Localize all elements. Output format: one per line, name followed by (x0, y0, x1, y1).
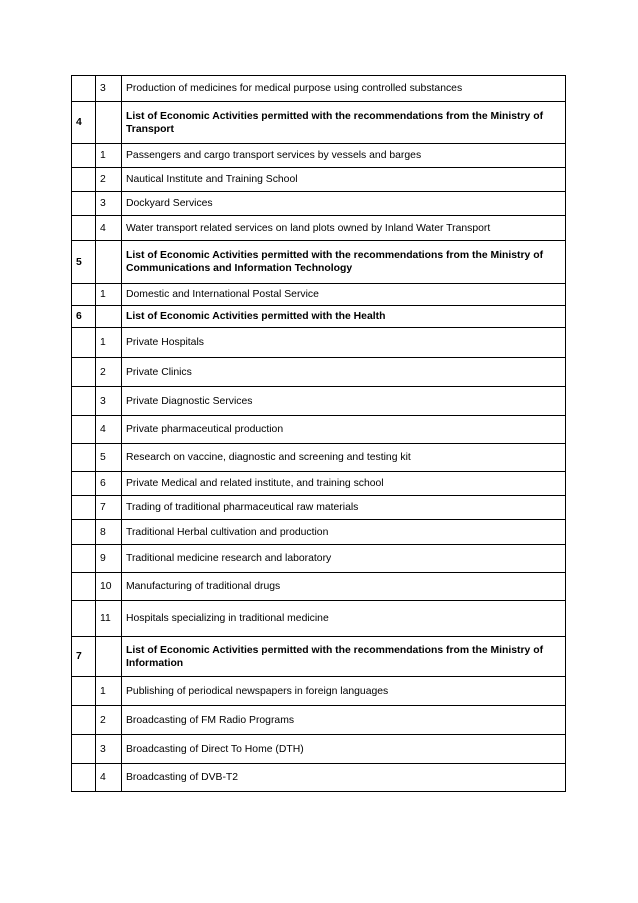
table-row (72, 192, 566, 216)
activity-description: Traditional medicine research and laboratory (122, 545, 566, 573)
table-row (72, 573, 566, 601)
table-row (72, 416, 566, 444)
activity-description: Broadcasting of FM Radio Programs (122, 706, 566, 735)
table-row (72, 284, 566, 306)
item-number: 1 (96, 284, 122, 306)
section-number: 6 (72, 306, 96, 328)
table-row (72, 545, 566, 573)
section-header-row (72, 241, 566, 284)
item-number: 1 (96, 144, 122, 168)
item-number: 4 (96, 216, 122, 241)
item-number: 3 (96, 76, 122, 102)
section-title: List of Economic Activities permitted with the recommendations from the Ministry of Transport (122, 102, 566, 144)
table-row (72, 358, 566, 387)
section-number: 7 (72, 637, 96, 677)
section-number: 5 (72, 241, 96, 284)
item-number: 7 (96, 496, 122, 520)
section-number (72, 444, 96, 472)
section-number (72, 496, 96, 520)
table-row (72, 601, 566, 637)
section-number (72, 706, 96, 735)
section-number (72, 168, 96, 192)
activity-description: Private Clinics (122, 358, 566, 387)
item-number: 9 (96, 545, 122, 573)
activities-table (71, 75, 566, 792)
section-number (72, 764, 96, 792)
item-number: 3 (96, 192, 122, 216)
section-number (72, 328, 96, 358)
activity-description: Water transport related services on land plots owned by Inland Water Transport (122, 216, 566, 241)
item-number: 2 (96, 706, 122, 735)
item-number: 8 (96, 520, 122, 545)
section-number (72, 472, 96, 496)
section-number (72, 601, 96, 637)
activity-description: Hospitals specializing in traditional medicine (122, 601, 566, 637)
table-row (72, 677, 566, 706)
table-row (72, 764, 566, 792)
table-row (72, 387, 566, 416)
section-number (72, 144, 96, 168)
section-number (72, 192, 96, 216)
section-number (72, 520, 96, 545)
item-number: 1 (96, 677, 122, 706)
section-header-row (72, 637, 566, 677)
section-title: List of Economic Activities permitted with the recommendations from the Ministry of Information (122, 637, 566, 677)
section-number (72, 387, 96, 416)
table-row (72, 144, 566, 168)
section-number (72, 358, 96, 387)
activity-description: Nautical Institute and Training School (122, 168, 566, 192)
activity-description: Broadcasting of DVB-T2 (122, 764, 566, 792)
item-number: 5 (96, 444, 122, 472)
item-number: 4 (96, 416, 122, 444)
activity-description: Passengers and cargo transport services by vessels and barges (122, 144, 566, 168)
item-number: 6 (96, 472, 122, 496)
section-number: 4 (72, 102, 96, 144)
item-number: 1 (96, 328, 122, 358)
table-row (72, 472, 566, 496)
section-title: List of Economic Activities permitted with the Health (122, 306, 566, 328)
activity-description: Private pharmaceutical production (122, 416, 566, 444)
activity-description: Production of medicines for medical purpose using controlled substances (122, 76, 566, 102)
table-row (72, 76, 566, 102)
activity-description: Broadcasting of Direct To Home (DTH) (122, 735, 566, 764)
section-number (72, 545, 96, 573)
item-number (96, 241, 122, 284)
item-number: 2 (96, 358, 122, 387)
activity-description: Domestic and International Postal Service (122, 284, 566, 306)
section-number (72, 677, 96, 706)
table-row (72, 496, 566, 520)
section-number (72, 416, 96, 444)
table-row (72, 520, 566, 545)
section-header-row (72, 306, 566, 328)
section-number (72, 573, 96, 601)
table-row (72, 444, 566, 472)
activities-table-body (72, 76, 566, 792)
activity-description: Dockyard Services (122, 192, 566, 216)
activity-description: Publishing of periodical newspapers in foreign languages (122, 677, 566, 706)
activity-description: Research on vaccine, diagnostic and screening and testing kit (122, 444, 566, 472)
item-number: 3 (96, 735, 122, 764)
activity-description: Manufacturing of traditional drugs (122, 573, 566, 601)
item-number (96, 637, 122, 677)
section-number (72, 735, 96, 764)
table-row (72, 735, 566, 764)
item-number: 4 (96, 764, 122, 792)
item-number: 11 (96, 601, 122, 637)
table-row (72, 328, 566, 358)
section-number (72, 284, 96, 306)
section-header-row (72, 102, 566, 144)
activity-description: Private Hospitals (122, 328, 566, 358)
section-title: List of Economic Activities permitted with the recommendations from the Ministry of Communications and Information Technology (122, 241, 566, 284)
table-row (72, 706, 566, 735)
item-number: 2 (96, 168, 122, 192)
section-number (72, 216, 96, 241)
activity-description: Private Medical and related institute, and training school (122, 472, 566, 496)
activity-description: Private Diagnostic Services (122, 387, 566, 416)
section-number (72, 76, 96, 102)
item-number (96, 102, 122, 144)
item-number: 3 (96, 387, 122, 416)
table-row (72, 216, 566, 241)
activity-description: Trading of traditional pharmaceutical raw materials (122, 496, 566, 520)
item-number (96, 306, 122, 328)
activity-description: Traditional Herbal cultivation and production (122, 520, 566, 545)
item-number: 10 (96, 573, 122, 601)
table-row (72, 168, 566, 192)
